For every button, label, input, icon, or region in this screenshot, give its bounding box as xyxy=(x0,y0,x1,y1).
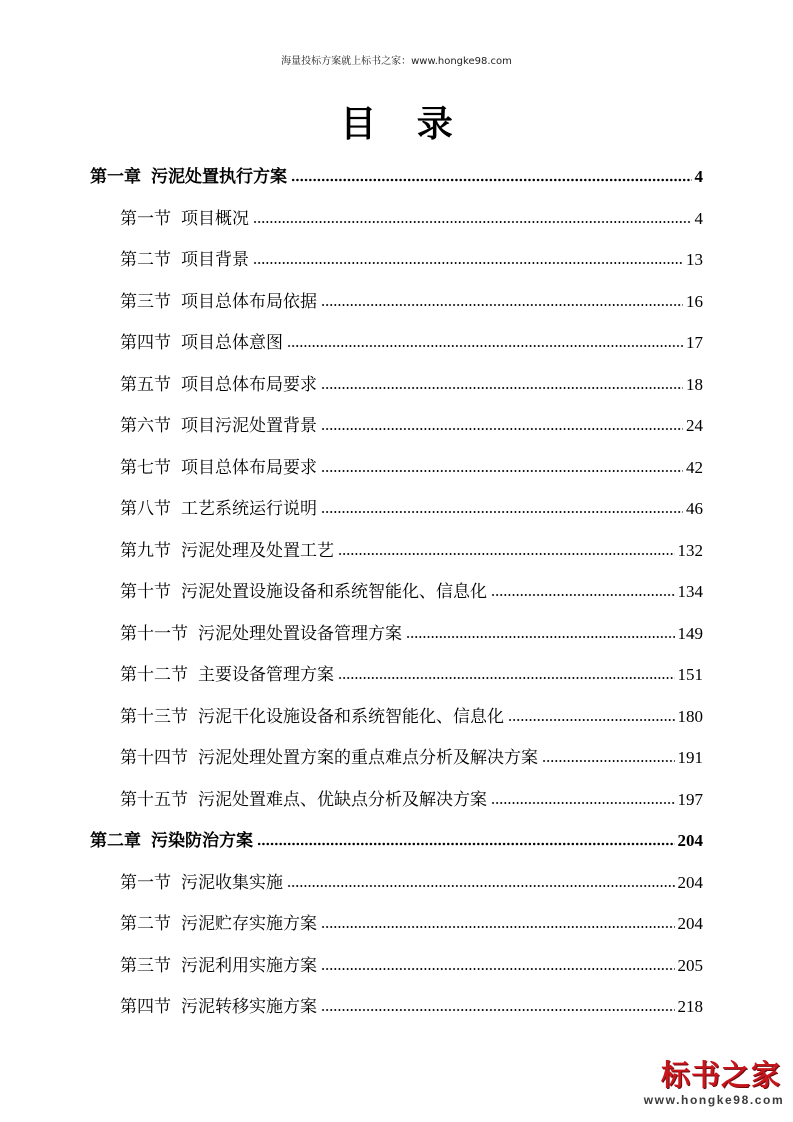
toc-section-row xyxy=(0,364,793,406)
toc-page-number: 151 xyxy=(677,665,703,684)
toc-section-row xyxy=(0,945,793,987)
toc-entry-number: 第十三节 xyxy=(120,706,188,727)
brand-logo xyxy=(640,1058,788,1108)
dot-leader xyxy=(491,801,675,805)
toc-entry-title: 项目概况 xyxy=(181,208,249,229)
dot-leader xyxy=(291,178,692,182)
dot-leader xyxy=(287,884,675,888)
toc-section-row xyxy=(0,198,793,240)
toc-page-number: 132 xyxy=(677,540,703,560)
toc-page-number: 13 xyxy=(686,250,703,269)
toc-entry-title: 污泥收集实施 xyxy=(181,872,283,893)
toc-entry-title: 污泥干化设施设备和系统智能化、信息化 xyxy=(198,706,504,727)
toc-entry-number: 第二节 xyxy=(120,914,171,934)
toc-entry-number: 第八节 xyxy=(120,499,171,519)
toc-page-number: 46 xyxy=(686,499,703,518)
toc-chapter-row xyxy=(0,156,793,198)
dot-leader xyxy=(321,386,683,390)
toc-page-number: 16 xyxy=(686,291,703,311)
toc-page-number: 18 xyxy=(686,374,703,394)
toc-page-number: 191 xyxy=(677,748,703,767)
toc-entry-title: 项目总体意图 xyxy=(181,333,283,353)
toc-section-row xyxy=(0,986,793,1028)
toc-entry-number: 第一节 xyxy=(120,208,171,229)
toc-entry-title: 工艺系统运行说明 xyxy=(181,499,317,519)
dot-leader xyxy=(321,510,683,514)
toc-page-number: 205 xyxy=(677,955,703,975)
toc-chapter-row xyxy=(0,820,793,862)
toc-entry-title: 污泥利用实施方案 xyxy=(181,955,317,976)
dot-leader xyxy=(542,759,675,763)
toc-entry-title: 污泥转移实施方案 xyxy=(181,997,317,1017)
toc-page-number: 134 xyxy=(677,582,703,601)
toc-page-number: 149 xyxy=(677,623,703,643)
toc-entry-number: 第二节 xyxy=(120,250,171,270)
toc-entry-number: 第十五节 xyxy=(120,789,188,810)
dot-leader xyxy=(338,676,675,680)
toc-page-number: 204 xyxy=(677,872,703,892)
dot-leader xyxy=(321,967,675,971)
toc-section-row xyxy=(0,654,793,696)
toc-page-number: 4 xyxy=(694,208,703,228)
dot-leader xyxy=(338,552,675,556)
page-header-note: 海量投标方案就上标书之家：www.hongke98.com xyxy=(281,56,512,67)
toc-entry-title: 项目总体布局要求 xyxy=(181,457,317,478)
toc-entry-title: 项目污泥处置背景 xyxy=(181,416,317,436)
logo-url: www.hongke98.com xyxy=(643,1093,785,1107)
toc-entry-title: 污泥贮存实施方案 xyxy=(181,914,317,934)
toc-page-number: 24 xyxy=(686,416,703,435)
toc-entry-title: 项目总体布局依据 xyxy=(181,291,317,312)
toc-entry-number: 第十二节 xyxy=(120,665,188,685)
toc-section-row xyxy=(0,903,793,945)
toc-section-row xyxy=(0,779,793,821)
toc-entry-title: 主要设备管理方案 xyxy=(198,665,334,685)
toc-page-number: 218 xyxy=(677,997,703,1016)
toc-page-number: 42 xyxy=(686,457,703,477)
dot-leader xyxy=(321,427,683,431)
dot-leader xyxy=(508,718,675,722)
toc-entry-title: 污泥处理处置方案的重点难点分析及解决方案 xyxy=(198,748,538,768)
toc-section-row xyxy=(0,530,793,572)
toc-section-row xyxy=(0,613,793,655)
dot-leader xyxy=(287,344,683,348)
toc-entry-title: 污泥处置设施设备和系统智能化、信息化 xyxy=(181,582,487,602)
page-title: 目 录 xyxy=(340,103,467,145)
toc-entry-number: 第四节 xyxy=(120,997,171,1017)
toc-page-number: 197 xyxy=(677,789,703,809)
toc-entry-number: 第三节 xyxy=(120,955,171,976)
toc-section-row xyxy=(0,696,793,738)
toc-section-row xyxy=(0,239,793,281)
logo-name: 标书之家 xyxy=(660,1058,781,1092)
toc-page-number: 180 xyxy=(677,706,703,726)
toc-entry-number: 第六节 xyxy=(120,416,171,436)
toc-entry-title: 污泥处置难点、优缺点分析及解决方案 xyxy=(198,789,487,810)
dot-leader xyxy=(406,635,675,639)
toc-section-row xyxy=(0,488,793,530)
toc-entry-number: 第二章 xyxy=(90,831,141,851)
dot-leader xyxy=(491,593,675,597)
toc-section-row xyxy=(0,281,793,323)
toc-entry-number: 第五节 xyxy=(120,374,171,395)
dot-leader xyxy=(257,842,675,846)
toc-entry-title: 项目背景 xyxy=(181,250,249,270)
toc-section-row xyxy=(0,322,793,364)
toc-section-row xyxy=(0,571,793,613)
dot-leader xyxy=(253,261,683,265)
toc-entry-number: 第九节 xyxy=(120,540,171,561)
dot-leader xyxy=(321,925,675,929)
toc-entry-title: 污泥处理及处置工艺 xyxy=(181,540,334,561)
toc-entry-number: 第十节 xyxy=(120,582,171,602)
toc-entry-number: 第四节 xyxy=(120,333,171,353)
dot-leader xyxy=(321,303,683,307)
toc-entry-number: 第一节 xyxy=(120,872,171,893)
toc-entry-title: 污泥处置执行方案 xyxy=(151,167,287,187)
dot-leader xyxy=(321,469,683,473)
table-of-contents xyxy=(0,156,793,1028)
toc-page-number: 204 xyxy=(677,914,703,933)
toc-entry-number: 第一章 xyxy=(90,167,141,187)
toc-entry-title: 项目总体布局要求 xyxy=(181,374,317,395)
toc-entry-title: 污泥处理处置设备管理方案 xyxy=(198,623,402,644)
toc-entry-number: 第三节 xyxy=(120,291,171,312)
toc-entry-number: 第十四节 xyxy=(120,748,188,768)
toc-entry-number: 第七节 xyxy=(120,457,171,478)
toc-entry-number: 第十一节 xyxy=(120,623,188,644)
toc-section-row xyxy=(0,862,793,904)
dot-leader xyxy=(253,220,692,224)
toc-section-row xyxy=(0,405,793,447)
dot-leader xyxy=(321,1008,675,1012)
toc-page-number: 4 xyxy=(694,167,703,186)
toc-section-row xyxy=(0,447,793,489)
toc-section-row xyxy=(0,737,793,779)
toc-entry-title: 污染防治方案 xyxy=(151,831,253,851)
toc-page-number: 204 xyxy=(677,831,703,850)
toc-page-number: 17 xyxy=(686,333,703,352)
